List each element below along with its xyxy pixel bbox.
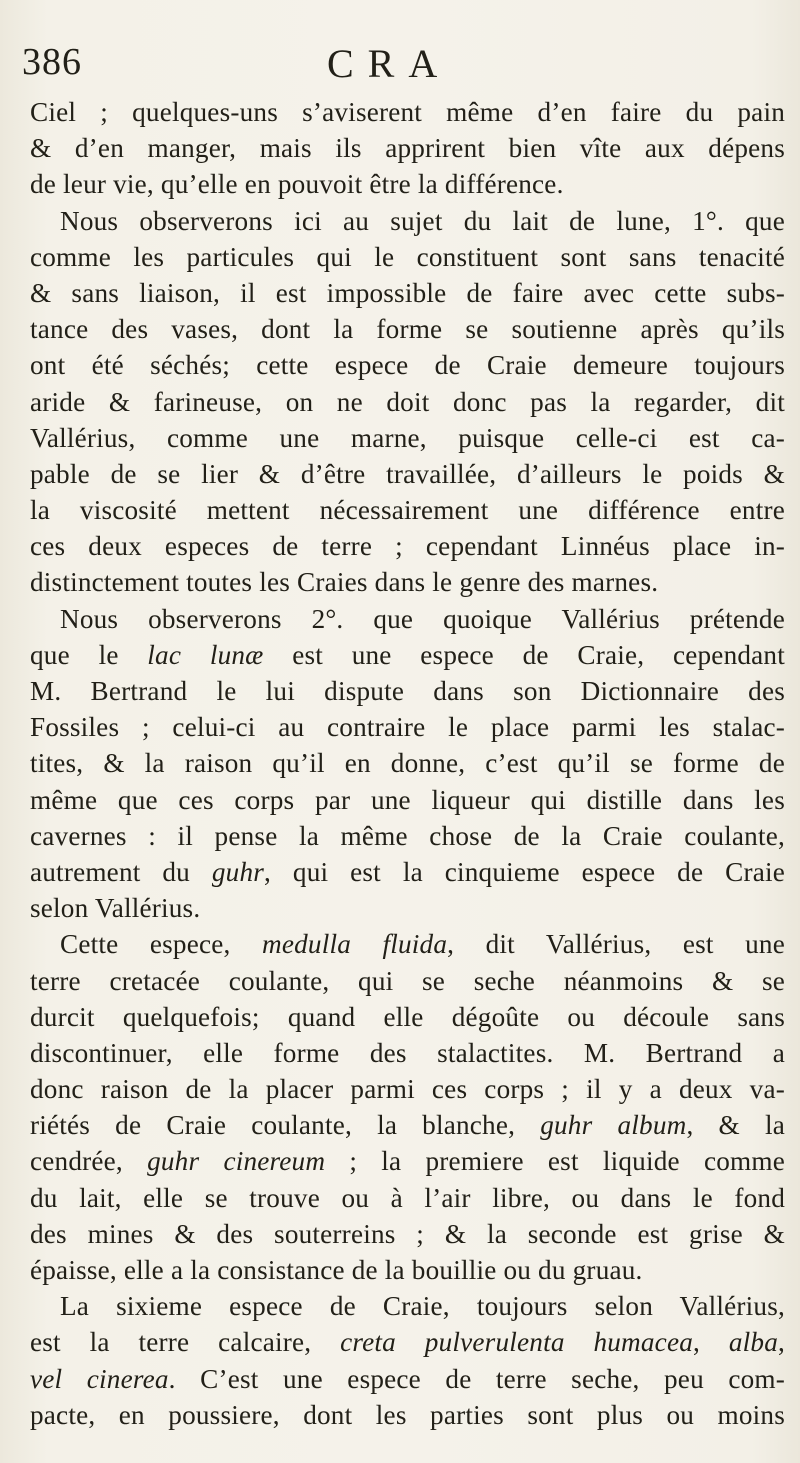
text-line: Fossiles ; celui-ci au contraire le place parmi les stalac-	[30, 712, 785, 743]
text-line: cendrée, guhr cinereum ; la premiere est liquide comme	[30, 1146, 785, 1177]
text-line: terre cretacée coulante, qui se seche néanmoins & se	[30, 965, 785, 996]
text-line: & d’en manger, mais ils apprirent bien vîte aux dépens	[30, 133, 785, 164]
text-line: M. Bertrand le lui dispute dans son Dictionnaire des	[30, 676, 785, 706]
text-line: cavernes : il pense la même chose de la Craie coulante,	[30, 820, 785, 851]
text-line: tance des vases, dont la forme se soutienne après qu’ils	[30, 314, 785, 345]
text-line: est la terre calcaire, creta pulverulenta humacea, alba,	[30, 1327, 785, 1358]
text-line: ces deux especes de terre ; cependant Linnéus place in-	[30, 531, 785, 562]
text-line: ont été séchés; cette espece de Craie demeure toujours	[30, 350, 785, 381]
text-line: Nous observerons 2°. que quoique Vallérius prétende	[60, 603, 785, 634]
text-line: Nous observerons ici au sujet du lait de lune, 1°. que	[60, 205, 785, 236]
text-line: selon Vallérius.	[30, 893, 201, 924]
body-text	[30, 94, 785, 1433]
page-header	[22, 40, 792, 90]
text-line: autrement du guhr, qui est la cinquieme espece de Craie	[30, 856, 785, 887]
text-line: La sixieme espece de Craie, toujours selon Vallérius,	[60, 1291, 785, 1322]
text-line: Ciel ; quelques-uns s’aviserent même d’en faire du pain	[30, 97, 785, 127]
text-line: durcit quelquefois; quand elle dégoûte ou découle sans	[30, 1001, 785, 1032]
text-line: donc raison de la placer parmi ces corps ; il y a deux va-	[30, 1074, 785, 1105]
text-line: pacte, en poussiere, dont les parties sont plus ou moins	[30, 1399, 785, 1430]
text-line: pable de se lier & d’être travaillée, d’ailleurs le poids &	[30, 458, 785, 489]
text-line: de leur vie, qu’elle en pouvoit être la différence.	[30, 169, 564, 200]
text-line: du lait, elle se trouve ou à l’air libre, ou dans le fond	[30, 1182, 785, 1213]
text-line: même que ces corps par une liqueur qui distille dans les	[30, 784, 785, 815]
text-line: riétés de Craie coulante, la blanche, guhr album, & la	[30, 1110, 785, 1141]
text-line: aride & farineuse, on ne doit donc pas la regarder, dit	[30, 386, 785, 417]
text-line: Vallérius, comme une marne, puisque celle-ci est ca-	[30, 422, 785, 453]
text-line: que le lac lunæ est une espece de Craie, cependant	[30, 639, 785, 670]
text-line: tites, & la raison qu’il en donne, c’est qu’il se forme de	[30, 748, 785, 779]
page-number: 386	[22, 41, 82, 83]
text-line: discontinuer, elle forme des stalactites. M. Bertrand a	[30, 1037, 785, 1068]
text-line: vel cinerea. C’est une espece de terre seche, peu com-	[30, 1363, 785, 1394]
text-line: Cette espece, medulla fluida, dit Vallérius, est une	[60, 929, 785, 960]
text-line: la viscosité mettent nécessairement une différence entre	[30, 495, 785, 526]
running-head: CRA	[327, 41, 452, 86]
text-line: des mines & des souterreins ; & la seconde est grise &	[30, 1218, 785, 1249]
text-line: distinctement toutes les Craies dans le genre des marnes.	[30, 567, 659, 598]
text-line: comme les particules qui le constituent sont sans tenacité	[30, 241, 785, 272]
text-line: & sans liaison, il est impossible de faire avec cette subs-	[30, 277, 785, 308]
text-line: épaisse, elle a la consistance de la bouillie ou du gruau.	[30, 1255, 643, 1285]
